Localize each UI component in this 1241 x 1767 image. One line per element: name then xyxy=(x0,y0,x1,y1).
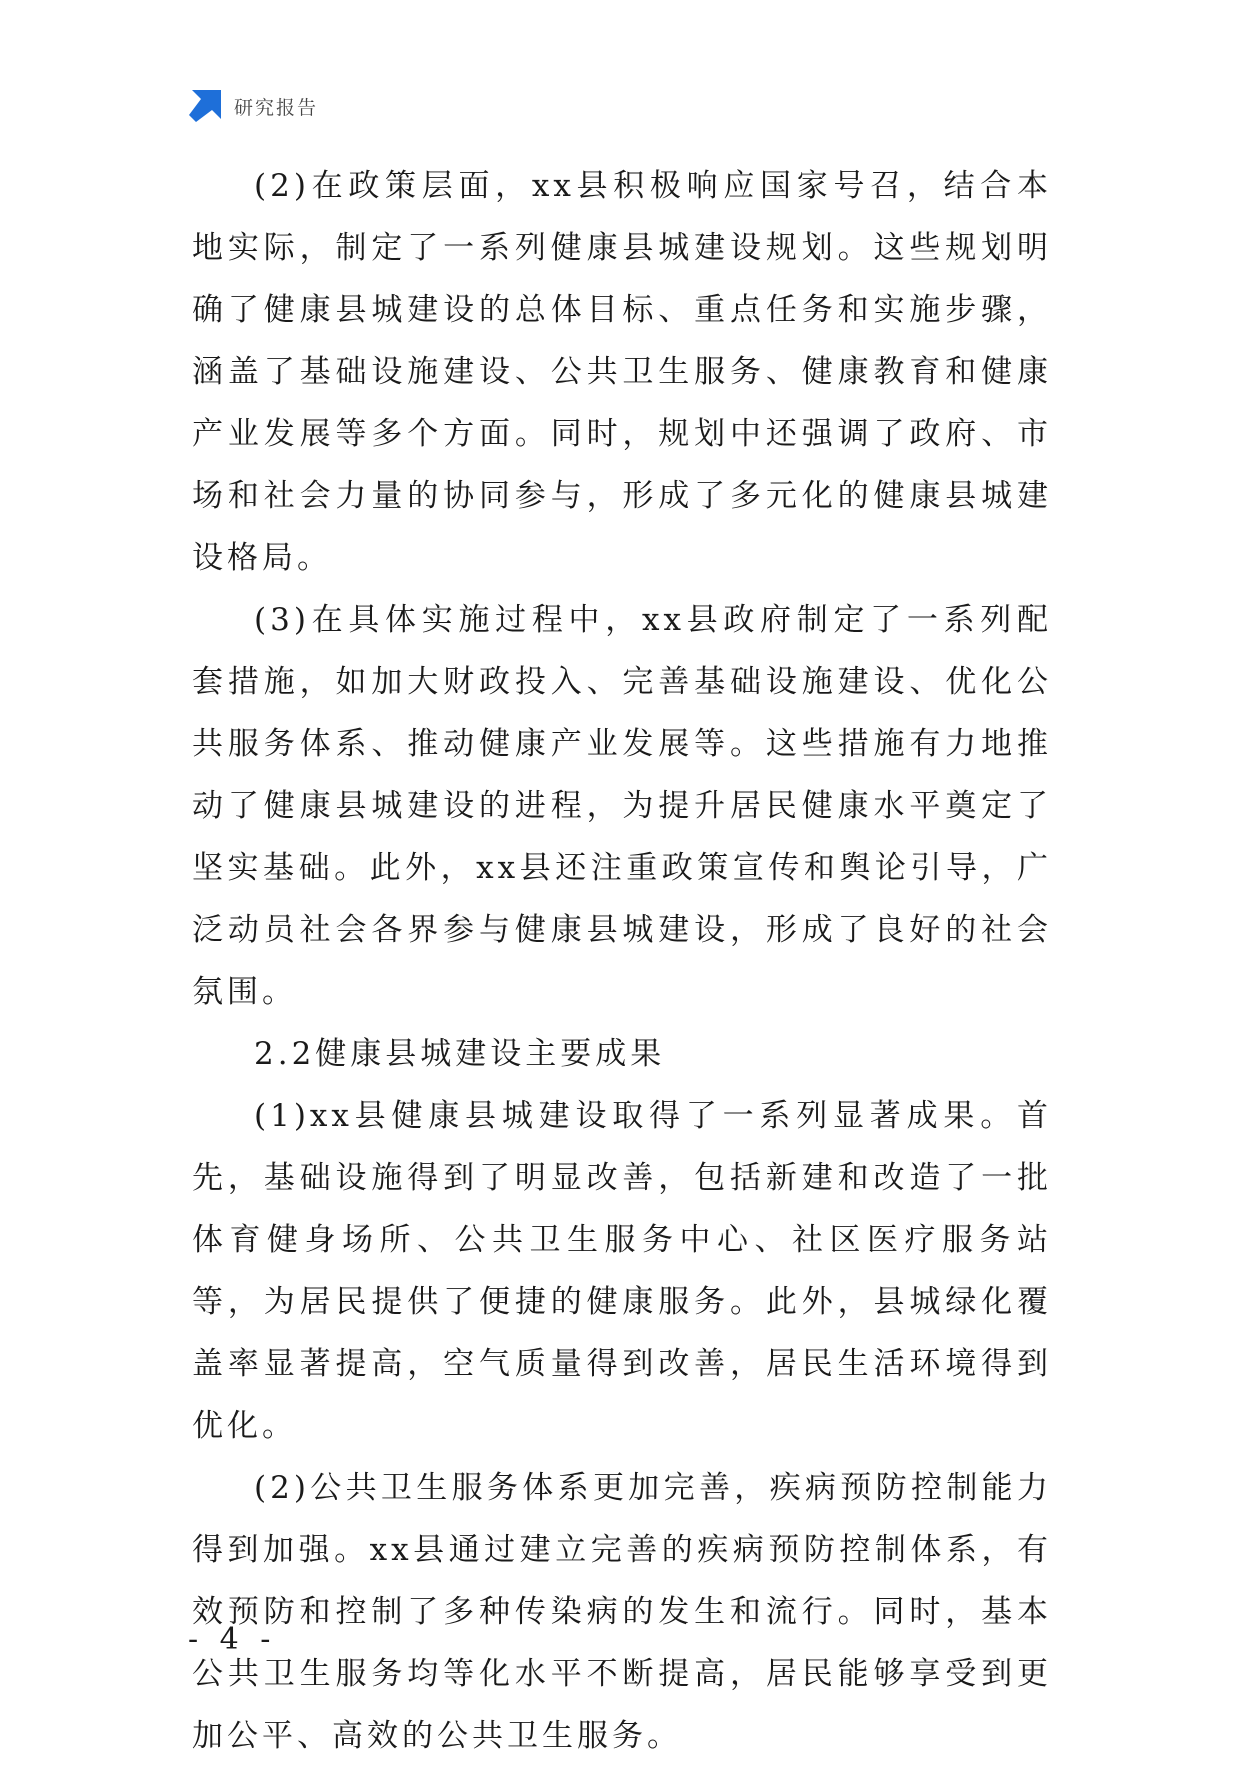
paragraph-implementation: (3)在具体实施过程中，xx县政府制定了一系列配套措施，如加大财政投入、完善基础设施建设、优化公共服务体系、推动健康产业发展等。这些措施有力地推动了健康县城建设的进程，为提升居民健康水平奠定了坚实基础。此外，xx县还注重政策宣传和舆论引导，广泛动员社会各界参与健康县城建设，形成了良好的社会氛围。 xyxy=(192,602,1052,1010)
arrow-up-right-icon xyxy=(188,89,222,123)
page-header xyxy=(188,88,318,124)
page-number: - 4 - xyxy=(188,1622,277,1657)
section-heading: 2.2健康县城建设主要成果 xyxy=(254,1036,666,1072)
document-body xyxy=(192,155,1052,1767)
header-title: 研究报告 xyxy=(234,96,319,119)
paragraph-public-health: (2)公共卫生服务体系更加完善，疾病预防控制能力得到加强。xx县通过建立完善的疾病预防控制体系，有效预防和控制了多种传染病的发生和流行。同时，基本公共卫生服务均等化水平不断提高，居民能够享受到更加公平、高效的公共卫生服务。 xyxy=(192,1470,1052,1754)
paragraph-policy-level: (2)在政策层面，xx县积极响应国家号召，结合本地实际，制定了一系列健康县城建设规划。这些规划明确了健康县城建设的总体目标、重点任务和实施步骤，涵盖了基础设施建设、公共卫生服务、健康教育和健康产业发展等多个方面。同时，规划中还强调了政府、市场和社会力量的协同参与，形成了多元化的健康县城建设格局。 xyxy=(192,168,1052,576)
paragraph-achievements: (1)xx县健康县城建设取得了一系列显著成果。首先，基础设施得到了明显改善，包括新建和改造了一批体育健身场所、公共卫生服务中心、社区医疗服务站等，为居民提供了便捷的健康服务。此外，县城绿化覆盖率显著提高，空气质量得到改善，居民生活环境得到优化。 xyxy=(192,1098,1052,1444)
